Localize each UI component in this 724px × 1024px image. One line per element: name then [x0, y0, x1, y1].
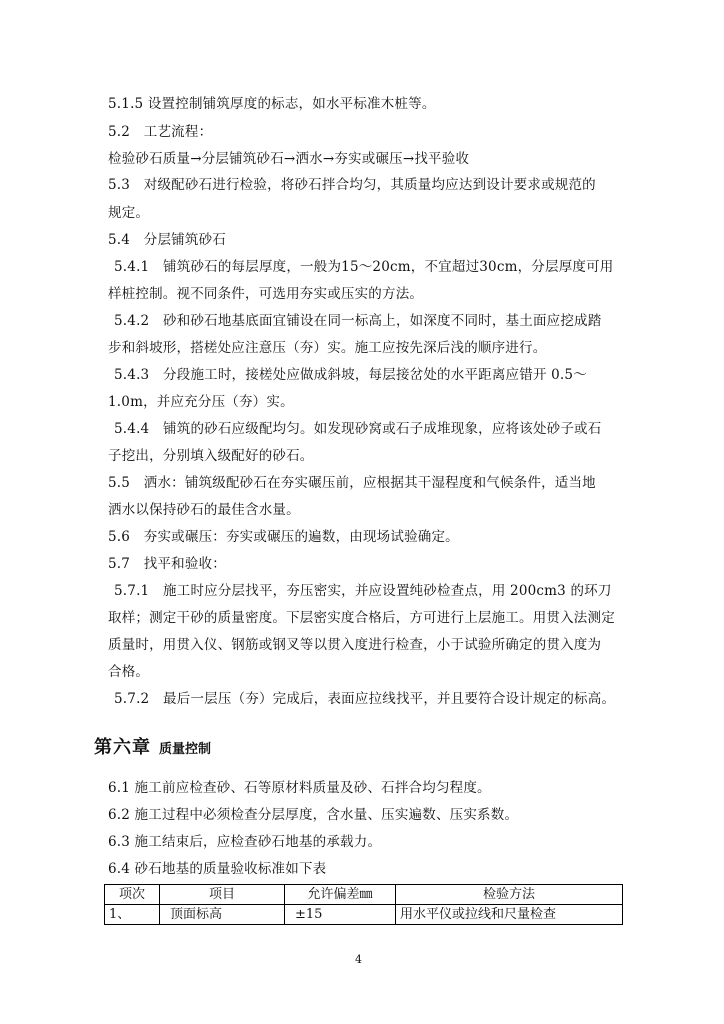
- text-line: 5.4.2 砂和砂石地基底面宜铺设在同一标高上，如深度不同时，基土面应挖成踏: [114, 313, 602, 329]
- table-header-cell: 检验方法: [396, 885, 623, 905]
- text-line: 检验砂石质量→分层铺筑砂石→洒水→夯实或碾压→找平验收: [108, 151, 470, 167]
- text-line: 样桩控制。视不同条件，可选用夯实或压实的方法。: [108, 286, 424, 302]
- table-cell: 顶面标高: [160, 905, 285, 925]
- text-line: 5.4.3 分段施工时，接槎处应做成斜坡，每层接岔处的水平距离应错开 0.5～: [114, 367, 587, 383]
- text-line: 5.7 找平和验收：: [108, 556, 226, 572]
- text-line: 5.1.5 设置控制铺筑厚度的标志，如水平标准木桩等。: [108, 96, 436, 112]
- table-header-cell: 允许偏差㎜: [285, 885, 396, 905]
- text-line: 5.2 工艺流程：: [108, 124, 213, 140]
- text-line: 质量时，用贯入仪、钢筋或钢叉等以贯入度进行检查，小于试验所确定的贯入度为: [108, 637, 602, 653]
- text-line: 5.7.1 施工时应分层找平，夯压密实，并应设置纯砂检查点，用 200cm3 的环刀: [114, 583, 612, 599]
- table-header-row: [105, 885, 623, 905]
- table-row: [105, 905, 623, 925]
- text-line: 6.4 砂石地基的质量验收标准如下表: [108, 861, 327, 877]
- quality-table: [104, 884, 623, 925]
- chapter-number: 第六章: [94, 737, 151, 758]
- text-line: 5.4 分层铺筑砂石: [108, 232, 226, 248]
- text-line: 洒水以保持砂石的最佳含水量。: [108, 502, 300, 518]
- text-line: 6.2 施工过程中必须检查分层厚度，含水量、压实遍数、压实系数。: [108, 807, 519, 823]
- text-line: 5.4.4 铺筑的砂石应级配均匀。如发现砂窝或石子成堆现象，应将该处砂子或石: [114, 421, 602, 437]
- text-line: 5.6 夯实或碾压：夯实或碾压的遍数，由现场试验确定。: [108, 529, 459, 545]
- text-line: 取样；测定干砂的质量密度。下层密实度合格后，方可进行上层施工。用贯入法测定: [108, 610, 615, 626]
- table-cell: ±15: [285, 905, 396, 925]
- text-line: 1.0m，并应充分压（夯）实。: [108, 394, 294, 410]
- text-line: 5.5 洒水：铺筑级配砂石在夯实碾压前，应根据其干湿程度和气候条件，适当地: [108, 475, 596, 491]
- text-line: 6.1 施工前应检查砂、石等原材料质量及砂、石拌合均匀程度。: [108, 780, 491, 796]
- text-line: 6.3 施工结束后，应检查砂石地基的承载力。: [108, 834, 382, 850]
- table-header-cell: 项次: [105, 885, 160, 905]
- table-cell: 用水平仪或拉线和尺量检查: [396, 905, 623, 925]
- table-cell: 1、: [105, 905, 160, 925]
- page-number: 4: [355, 953, 362, 966]
- chapter-heading: [94, 733, 211, 759]
- chapter-title: 质量控制: [159, 742, 212, 757]
- text-line: 5.3 对级配砂石进行检验，将砂石拌合均匀，其质量均应达到设计要求或规范的: [108, 177, 596, 193]
- text-line: 步和斜坡形，搭槎处应注意压（夯）实。施工应按先深后浅的顺序进行。: [108, 340, 547, 356]
- text-line: 子挖出，分别填入级配好的砂石。: [108, 448, 314, 464]
- text-line: 规定。: [108, 205, 150, 221]
- text-line: 合格。: [108, 664, 150, 680]
- table-header-cell: 项目: [160, 885, 285, 905]
- text-line: 5.4.1 铺筑砂石的每层厚度，一般为15～20cm，不宜超过30cm，分层厚度可用: [114, 259, 614, 275]
- text-line: 5.7.2 最后一层压（夯）完成后，表面应拉线找平，并且要符合设计规定的标高。: [114, 691, 616, 707]
